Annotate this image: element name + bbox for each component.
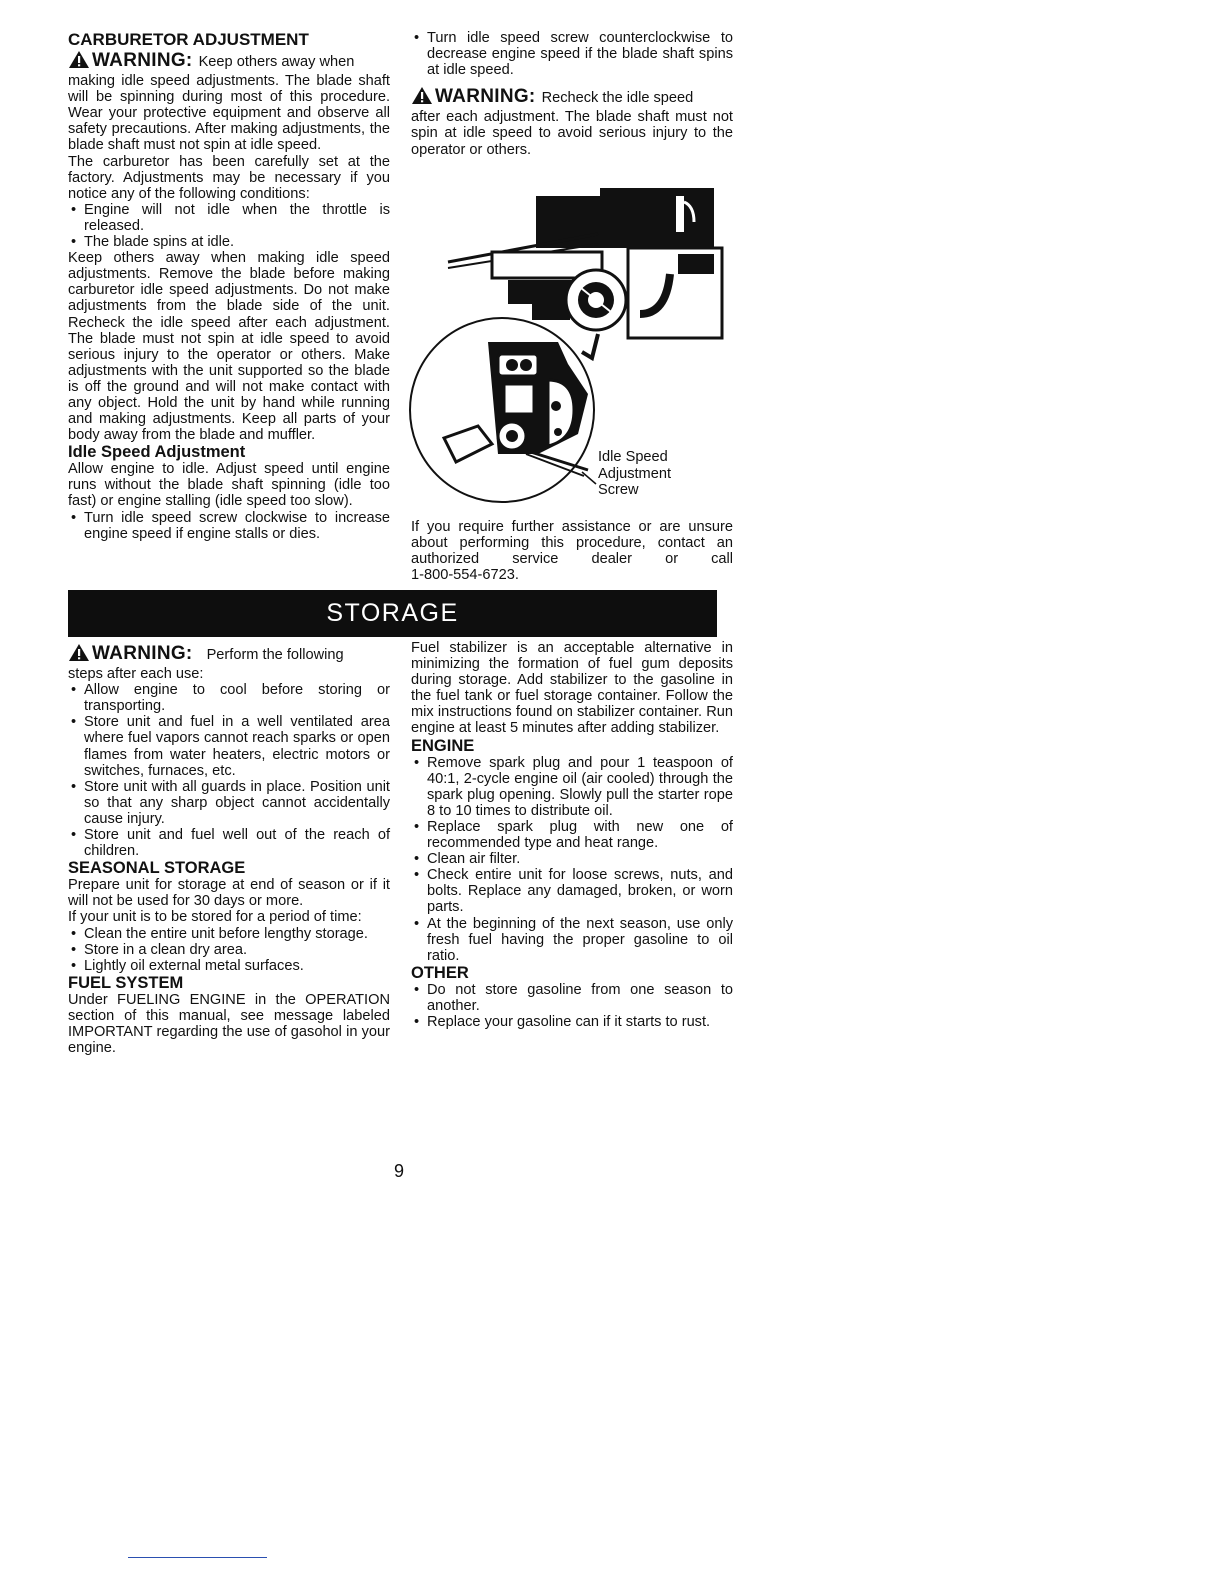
other-heading: OTHER (411, 963, 469, 982)
list-item: • Turn idle speed screw clockwise to increase engine speed if engine stalls or dies. (68, 510, 390, 542)
phone-number: 1-800-554-6723. (411, 567, 519, 584)
list-item: • Remove spark plug and pour 1 teaspoon of 40:1, 2-cycle engine oil (air cooled) through the spark plug opening. Slowly pull the starter rope 8 to 10 times to distribute oil. (411, 755, 733, 819)
assistance-block (411, 519, 733, 583)
idle-step-list (68, 510, 390, 542)
list-item: • Replace your gasoline can if it starts to rust. (411, 1014, 733, 1030)
warning-triangle-icon (411, 86, 433, 109)
figure-label-line: Adjustment (598, 465, 672, 482)
warning-lead: Perform the following (206, 647, 344, 663)
warning-label: WARNING: (435, 86, 536, 108)
list-item: • Store unit and fuel in a well ventilated area where fuel vapors cannot reach sparks or open flames from water heaters, electric motors or switches, furnaces, etc. (68, 714, 390, 778)
carburetor-illustration (408, 184, 728, 514)
storage-left-column (68, 643, 390, 1056)
list-item: • Replace spark plug with new one of recommended type and heat range. (411, 819, 733, 851)
list-item: • Clean air filter. (411, 851, 733, 867)
list-item: • Do not store gasoline from one season to another. (411, 982, 733, 1014)
assistance-text: If you require further assistance or are unsure about performing this procedure, contact an authorized service dealer or call (411, 519, 733, 568)
fuel-system-heading: FUEL SYSTEM (68, 973, 184, 992)
list-item: • Store in a clean dry area. (68, 942, 390, 958)
carburetor-heading: CARBURETOR ADJUSTMENT (68, 30, 309, 49)
figure-label (598, 449, 671, 499)
seasonal-storage-heading: SEASONAL STORAGE (68, 859, 246, 878)
storage-banner: STORAGE (68, 590, 717, 637)
fuel-stabilizer-text: Fuel stabilizer is an acceptable alternative in minimizing the formation of fuel gum deposits during storage. Add stabilizer to the gasoline in the fuel tank or fuel storage container. Follow the mix instructions found on stabilizer container. Run engine at least 5 minutes after adding stabilizer. (411, 640, 733, 737)
list-item: • The blade spins at idle. (68, 234, 390, 250)
engine-heading: ENGINE (411, 736, 475, 755)
list-item: • At the beginning of the next season, use only fresh fuel having the proper gasoline to oil ratio. (411, 916, 733, 964)
seasonal-storage-text-2: If your unit is to be stored for a period of time: (68, 909, 362, 926)
list-item: • Lightly oil external metal surfaces. (68, 958, 390, 974)
storage-step-list (68, 682, 390, 859)
list-item: • Allow engine to cool before storing or transporting. (68, 682, 390, 714)
storage-warning-body: steps after each use: (68, 666, 204, 683)
list-item: • Store unit with all guards in place. Position unit so that any sharp object cannot accidentally cause injury. (68, 779, 390, 827)
carburetor-right-column (411, 30, 733, 158)
engine-step-list (411, 755, 733, 964)
warning-label: WARNING: (92, 50, 193, 71)
carburetor-instructions: Keep others away when making idle speed adjustments. Remove the blade before making carburetor idle speed adjustments. Do not make adjustments from the blade side of the unit. Recheck the idle speed after each adjustment. The blade must not spin at idle speed to avoid serious injury to the operator or others. Make adjustments with the unit supported so the blade is off the ground and will not make contact with any object. Hold the unit by hand while running and making adjustments. Keep all parts of your body away from the blade and muffler. (68, 250, 390, 444)
figure-label-line: Screw (598, 482, 639, 498)
condition-list (68, 202, 390, 250)
carburetor-diagram (408, 184, 728, 514)
idle-speed-heading: Idle Speed Adjustment (68, 443, 246, 462)
seasonal-step-list (68, 926, 390, 974)
list-item: • Clean the entire unit before lengthy storage. (68, 926, 390, 942)
storage-warning-line (68, 643, 390, 666)
list-item: • Store unit and fuel well out of the reach of children. (68, 827, 390, 859)
carburetor-warning-body: making idle speed adjustments. The blade shaft will be spinning during most of this procedure. Wear your protective equipment and observe all safety precautions. After making adjustments, the blade shaft must not spin at idle speed. (68, 73, 390, 154)
carburetor-left-column (68, 30, 390, 542)
figure-label-line: Idle Speed (598, 449, 668, 465)
warning-label: WARNING: (92, 643, 193, 664)
recheck-warning-line (411, 86, 733, 109)
storage-right-column (411, 640, 733, 1030)
warning-triangle-icon (68, 50, 90, 73)
fuel-system-text: Under FUELING ENGINE in the OPERATION section of this manual, see message labeled IMPORTANT regarding the use of gasohol in your engine. (68, 991, 390, 1057)
carburetor-intro: The carburetor has been carefully set at the factory. Adjustments may be necessary if you notice any of the following conditions: (68, 153, 390, 202)
footer-divider (128, 1557, 267, 1558)
carburetor-warning-line (68, 50, 390, 73)
recheck-warning-body: after each adjustment. The blade shaft must not spin at idle speed to avoid serious injury to the operator or others. (411, 109, 733, 158)
warning-lead: Recheck the idle speed (541, 90, 694, 107)
idle-step-list-continued (411, 30, 733, 78)
warning-triangle-icon (68, 643, 90, 666)
list-item: • Engine will not idle when the throttle is released. (68, 202, 390, 234)
list-item: • Turn idle speed screw counterclockwise to decrease engine speed if the blade shaft spins at idle speed. (411, 30, 733, 78)
other-step-list (411, 982, 733, 1030)
warning-lead: Keep others away when (198, 54, 355, 70)
page-number: 9 (394, 1161, 405, 1181)
list-item: • Check entire unit for loose screws, nuts, and bolts. Replace any damaged, broken, or worn parts. (411, 867, 733, 915)
seasonal-storage-text: Prepare unit for storage at end of season or if it will not be used for 30 days or more. (68, 877, 390, 910)
idle-speed-text: Allow engine to idle. Adjust speed until engine runs without the blade shaft spinning (idle too fast) or engine stalling (idle speed too slow). (68, 461, 390, 510)
